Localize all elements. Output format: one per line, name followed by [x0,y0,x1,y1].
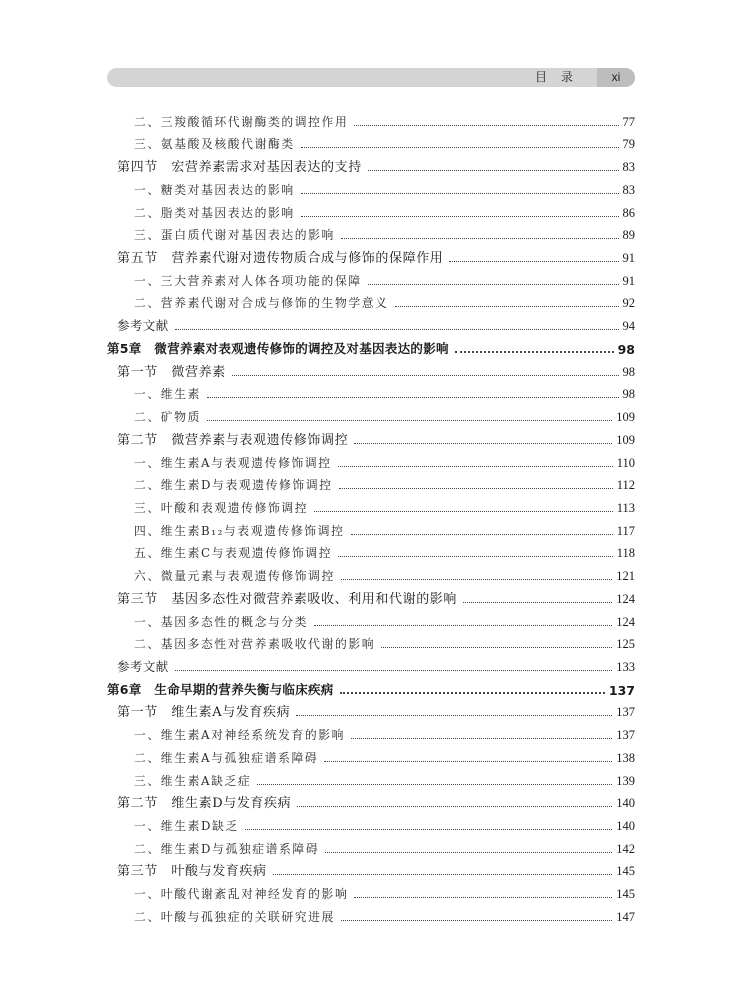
toc-entry-label: 二、脂类对基因表达的影响 [134,205,295,220]
toc-entry-page-number: 139 [616,773,635,788]
toc-entry-label: 一、叶酸代谢紊乱对神经发育的影响 [134,887,349,902]
toc-entry-subsection[interactable] [107,722,635,745]
toc-entry-page-number: 145 [616,864,635,879]
toc-entry-page-number: 137 [608,682,635,698]
toc-entry-page-number: 83 [622,160,635,175]
dot-leader [338,556,613,557]
toc-entry-section[interactable] [107,791,635,814]
dot-leader [354,443,612,444]
dot-leader [381,647,612,648]
toc-entry-label: 三、叶酸和表观遗传修饰调控 [134,500,309,515]
toc-entry-page-number: 125 [616,637,635,652]
toc-entry-page-number: 145 [616,887,635,902]
toc-entry-page-number: 79 [622,137,635,152]
toc-entry-label: 二、维生素D与孤独症谱系障碍 [134,841,320,856]
toc-entry-page-number: 94 [622,319,635,334]
dot-leader [338,466,613,467]
dot-leader [463,602,612,603]
toc-entry-label: 四、维生素B₁₂与表观遗传修饰调控 [134,523,345,538]
toc-entry-page-number: 142 [616,841,635,856]
toc-entry-subsection[interactable] [107,632,635,655]
dot-leader [395,306,619,307]
toc-entry-section[interactable] [107,586,635,609]
toc-entry-label: 一、维生素A对神经系统发育的影响 [134,728,346,743]
toc-entry-page-number: 89 [622,228,635,243]
toc-entry-page-number: 86 [622,205,635,220]
toc-entry-subsection[interactable] [107,268,635,291]
toc-entry-subsection[interactable] [107,450,635,473]
dot-leader [341,920,612,921]
toc-entry-subsection[interactable] [107,813,635,836]
toc-entry-label: 一、糖类对基因表达的影响 [134,182,295,197]
toc-entry-section[interactable] [107,700,635,723]
toc-entry-label: 第三节 基因多态性对微营养素吸收、利用和代谢的影响 [117,591,458,607]
dot-leader [257,784,612,785]
toc-entry-page-number: 137 [616,728,635,743]
dot-leader [314,625,612,626]
toc-entry-label: 一、维生素D缺乏 [134,819,239,833]
toc-entry-label: 六、微量元素与表观遗传修饰调控 [134,569,335,584]
dot-leader [351,738,612,739]
running-header [107,68,635,87]
toc-entry-subsection[interactable] [107,609,635,632]
toc-entry-page-number: 113 [616,500,635,515]
toc-entry-page-number: 77 [622,114,635,129]
dot-leader [339,488,613,489]
toc-entry-label: 二、三羧酸循环代谢酶类的调控作用 [134,114,349,129]
toc-entry-subsection[interactable] [107,904,635,927]
toc-entry-page-number: 138 [616,750,635,765]
dot-leader [175,329,619,330]
toc-entry-page-number: 147 [616,909,635,924]
toc-entry-label: 第一节 维生素A与发育疾病 [117,705,291,721]
dot-leader [273,874,613,875]
toc-entry-subsection[interactable] [107,223,635,246]
dot-leader [314,511,613,512]
dot-leader [354,125,618,126]
toc-entry-label: 第5章 微营养素对表观遗传修饰的调控及对基因表达的影响 [107,340,449,356]
toc-entry-label: 一、三大营养素对人体各项功能的保障 [134,273,362,288]
toc-entry-subsection[interactable] [107,473,635,496]
dot-leader [301,193,619,194]
dot-leader [354,897,612,898]
toc-entry-page-number: 92 [622,296,635,311]
toc-entry-page-number: 124 [616,614,635,629]
toc-entry-page-number: 121 [616,569,635,584]
toc-entry-label: 三、维生素A缺乏症 [134,773,252,788]
dot-leader [245,829,612,830]
header-page-number: xi [597,68,635,87]
toc-entry-page-number: 137 [616,705,635,720]
toc-entry-page-number: 83 [622,182,635,197]
toc-entry-chapter[interactable] [107,677,635,700]
toc-entry-label: 二、叶酸与孤独症的关联研究进展 [134,909,335,924]
dot-leader [297,806,612,807]
dot-leader [341,238,619,239]
toc-entry-page-number: 112 [616,478,635,493]
toc-entry-label: 二、维生素D与表观遗传修饰调控 [134,478,333,493]
toc-entry-page-number: 109 [616,410,635,425]
toc-entry-label: 参考文献 [117,318,169,334]
toc-entry-page-number: 109 [616,432,635,447]
toc-entry-label: 一、维生素 [134,387,201,402]
toc-entry-subsection[interactable] [107,291,635,314]
toc-entry-subsection[interactable] [107,132,635,155]
toc-entry-label: 二、营养素代谢对合成与修饰的生物学意义 [134,296,389,311]
toc-entry-label: 一、维生素A与表观遗传修饰调控 [134,455,332,470]
toc-entry-page-number: 91 [622,251,635,266]
toc-entry-page-number: 133 [616,659,635,674]
dot-leader [340,692,605,694]
toc-entry-label: 第6章 生命早期的营养失衡与临床疾病 [107,681,334,697]
toc-entry-subsection[interactable] [107,836,635,859]
toc-entry-section[interactable] [107,154,635,177]
dot-leader [351,534,613,535]
toc-entry-label: 参考文献 [117,658,169,674]
dot-leader [207,397,619,398]
dot-leader [455,351,614,353]
toc-entry-subsection[interactable] [107,495,635,518]
dot-leader [207,420,612,421]
dot-leader [175,670,613,671]
toc-entry-page-number: 98 [622,387,635,402]
toc-entry-subsection[interactable] [107,563,635,586]
toc-entry-ref[interactable] [107,313,635,336]
toc-entry-label: 三、氨基酸及核酸代谢酶类 [134,137,295,152]
toc-entry-section[interactable] [107,859,635,882]
dot-leader [232,375,619,376]
toc-entry-label: 第三节 叶酸与发育疾病 [117,864,267,880]
dot-leader [301,147,619,148]
toc-entry-subsection[interactable] [107,881,635,904]
toc-entry-page-number: 118 [616,546,635,561]
toc-entry-chapter[interactable] [107,336,635,359]
toc-entry-label: 二、基因多态性对营养素吸收代谢的影响 [134,637,376,652]
toc-entry-page-number: 98 [617,341,635,357]
toc-entry-label: 第五节 营养素代谢对遗传物质合成与修饰的保障作用 [117,251,444,267]
toc-entry-page-number: 140 [616,796,635,811]
toc-entry-section[interactable] [107,427,635,450]
dot-leader [324,761,612,762]
toc-entry-label: 三、蛋白质代谢对基因表达的影响 [134,228,335,243]
toc-entry-subsection[interactable] [107,200,635,223]
toc-entry-label: 第二节 微营养素与表观遗传修饰调控 [117,432,349,448]
toc-entry-label: 二、矿物质 [134,410,201,425]
dot-leader [368,170,619,171]
toc-entry-page-number: 140 [616,819,635,833]
toc-entry-subsection[interactable] [107,518,635,541]
toc-entry-subsection[interactable] [107,109,635,132]
toc-entry-label: 一、基因多态性的概念与分类 [134,614,309,629]
toc-entry-page-number: 124 [616,591,635,606]
dot-leader [301,216,619,217]
toc-entry-label: 二、维生素A与孤独症谱系障碍 [134,750,319,765]
dot-leader [368,284,619,285]
dot-leader [325,852,612,853]
toc-entry-page-number: 91 [622,273,635,288]
toc-entry-section[interactable] [107,359,635,382]
toc-entry-subsection[interactable] [107,382,635,405]
header-title: 目录 [534,70,587,84]
toc-entry-subsection[interactable] [107,177,635,200]
toc-entry-section[interactable] [107,245,635,268]
toc-entry-page-number: 98 [622,364,635,379]
toc-entry-ref[interactable] [107,654,635,677]
dot-leader [296,715,612,716]
table-of-contents [107,109,635,927]
toc-entry-label: 第一节 微营养素 [117,364,226,380]
toc-entry-subsection[interactable] [107,745,635,768]
toc-entry-subsection[interactable] [107,541,635,564]
toc-entry-subsection[interactable] [107,768,635,791]
toc-entry-label: 第二节 维生素D与发育疾病 [117,796,292,812]
toc-entry-subsection[interactable] [107,404,635,427]
dot-leader [449,261,618,262]
toc-entry-page-number: 110 [616,455,635,470]
toc-entry-label: 五、维生素C与表观遗传修饰调控 [134,546,333,561]
toc-entry-page-number: 117 [616,523,635,538]
toc-entry-label: 第四节 宏营养素需求对基因表达的支持 [117,160,362,176]
dot-leader [341,579,612,580]
